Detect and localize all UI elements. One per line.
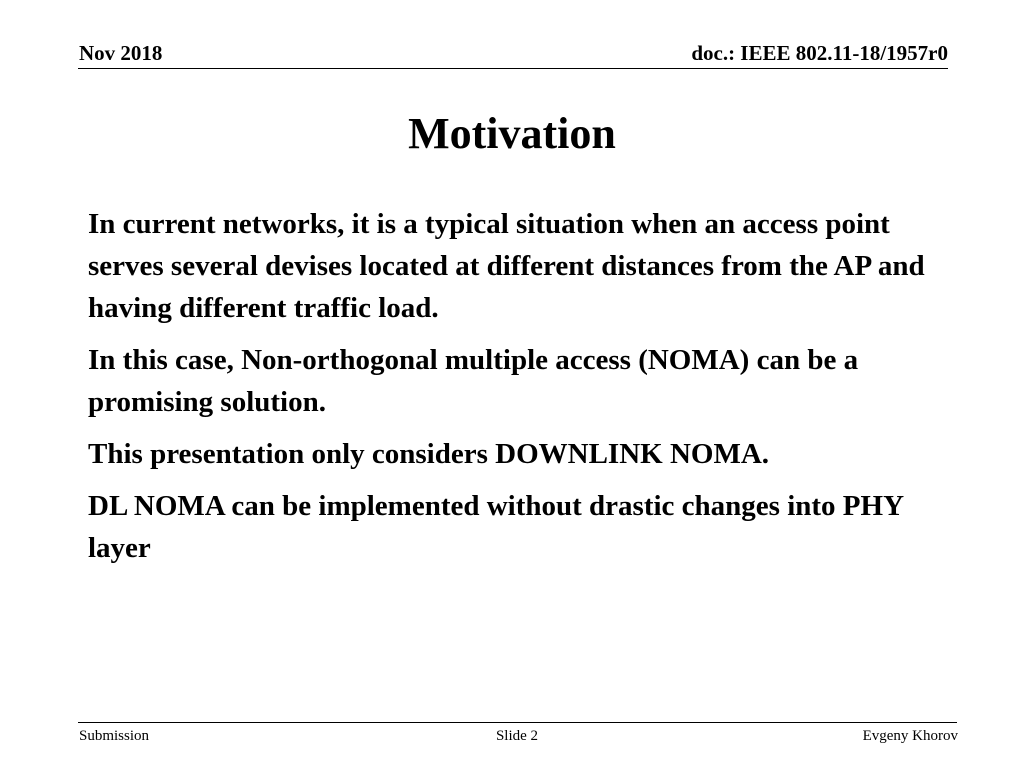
body-paragraph: DL NOMA can be implemented without drastic changes into PHY layer [88, 490, 903, 564]
body-paragraph: In this case, Non-orthogonal multiple access (NOMA) can be a promising solution. [88, 344, 859, 418]
footer-divider [78, 722, 957, 723]
footer-author: Evgeny Khorov [862, 728, 958, 744]
slide-title: Motivation [408, 109, 616, 158]
footer-submission: Submission [79, 728, 150, 744]
footer-slide-number: Slide 2 [495, 728, 539, 744]
header-divider [78, 68, 948, 69]
header-doc-id: doc.: IEEE 802.11-18/1957r0 [691, 41, 948, 65]
header-date: Nov 2018 [79, 41, 163, 65]
body-paragraph: This presentation only considers DOWNLINK NOMA. [88, 438, 770, 470]
slide-body [88, 203, 948, 579]
body-paragraph: In current networks, it is a typical situation when an access point serves several devises located at different distances from the AP and having different traffic load. [88, 208, 925, 324]
